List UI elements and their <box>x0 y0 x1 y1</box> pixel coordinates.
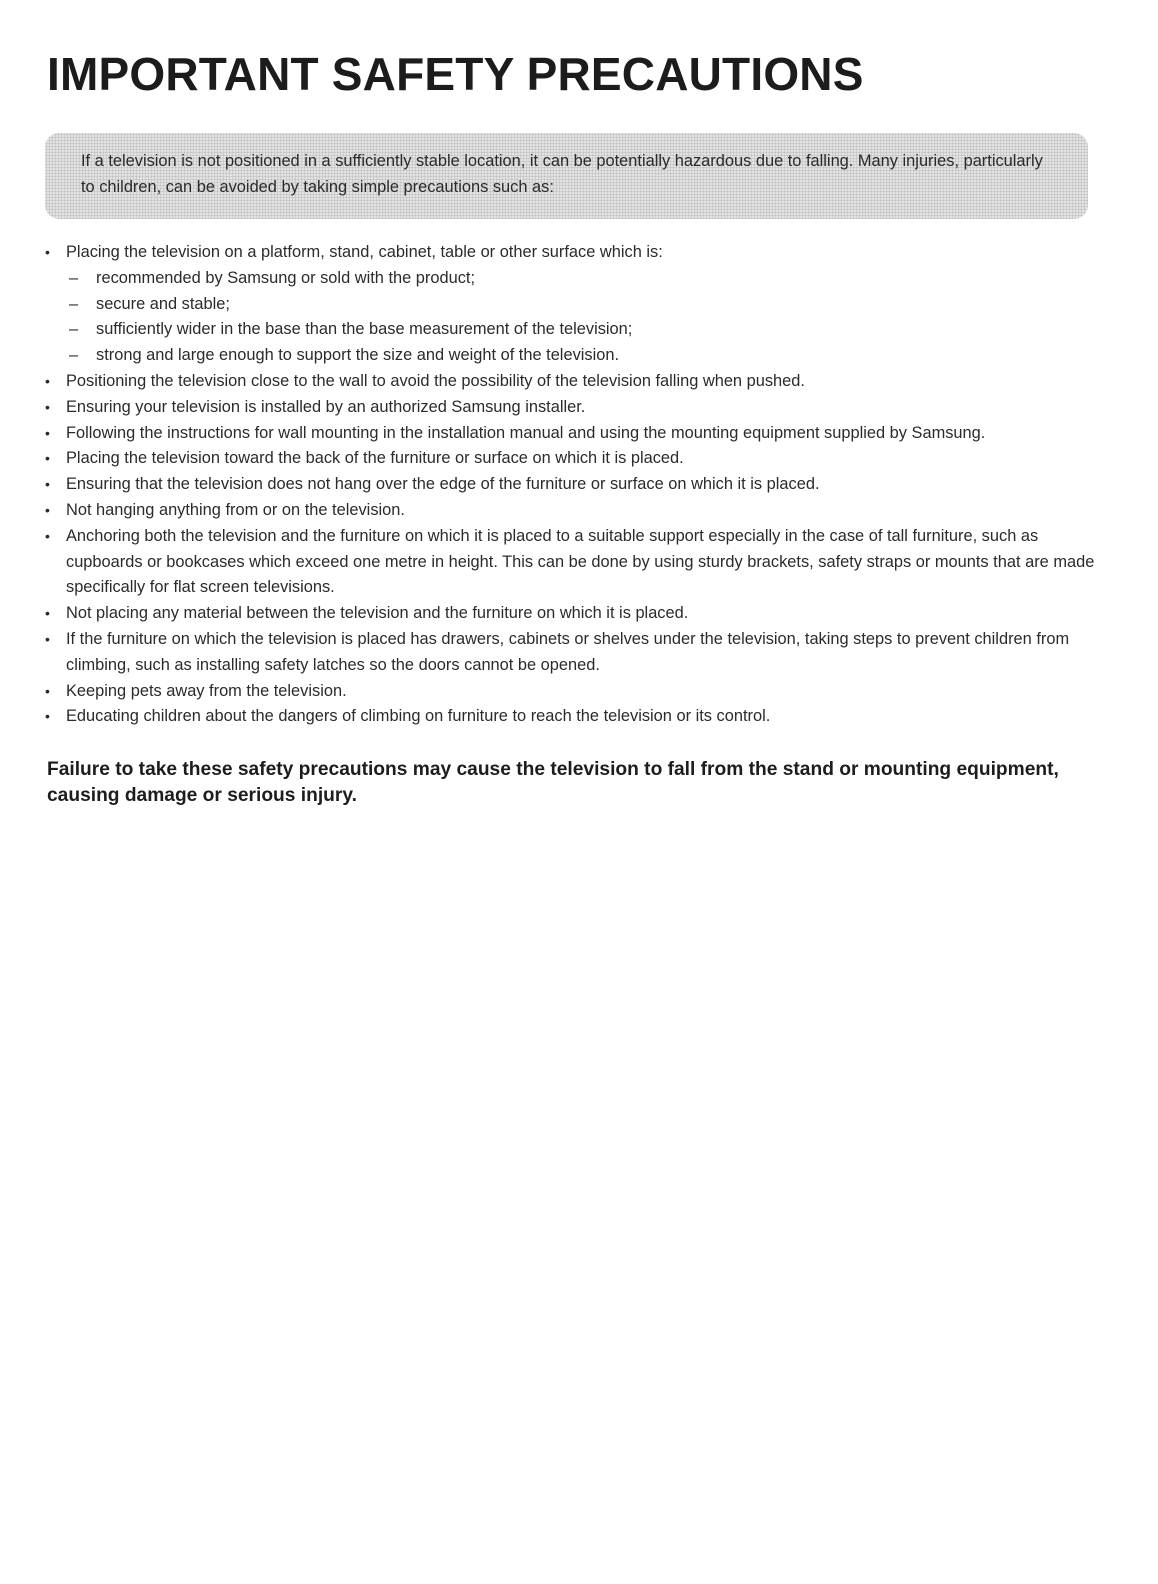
list-item-text: Not hanging anything from or on the television. <box>66 500 405 519</box>
warning-statement: Failure to take these safety precautions may cause the television to fall from the stand or mounting equipment, causing damage or serious injury. <box>47 759 1059 806</box>
intro-text: If a television is not positioned in a sufficiently stable location, it can be potentially hazardous due to falling. Many injuries, particularly to children, can be avoided by taking simple precautions such as: <box>81 152 1043 196</box>
bullet-icon: • <box>45 476 50 493</box>
list-item <box>45 627 1095 679</box>
list-item <box>45 240 1095 369</box>
precautions-list <box>45 240 1095 730</box>
dash-icon: – <box>69 268 79 287</box>
list-item-text: Educating children about the dangers of climbing on furniture to reach the television or its control. <box>66 707 771 726</box>
bullet-icon: • <box>45 708 50 725</box>
list-item-text: Ensuring your television is installed by an authorized Samsung installer. <box>66 397 586 416</box>
bullet-icon: • <box>45 527 50 544</box>
list-item <box>45 704 1095 730</box>
bullet-icon: • <box>45 398 50 415</box>
list-item <box>45 679 1095 705</box>
dash-icon: – <box>69 294 79 313</box>
list-item-text: Ensuring that the television does not hang over the edge of the furniture or surface on which it is placed. <box>66 475 820 494</box>
sublist-item <box>66 317 1095 343</box>
list-item <box>45 524 1095 601</box>
list-item <box>45 369 1095 395</box>
list-item-text: Placing the television on a platform, stand, cabinet, table or other surface which is: <box>66 243 663 261</box>
bullet-icon: • <box>45 682 50 699</box>
list-item <box>45 601 1095 627</box>
bullet-icon: • <box>45 372 50 389</box>
bullet-icon: • <box>45 450 50 467</box>
sublist-item-text: sufficiently wider in the base than the base measurement of the television; <box>96 320 633 339</box>
list-item <box>45 395 1095 421</box>
dash-icon: – <box>69 346 79 365</box>
page-title: IMPORTANT SAFETY PRECAUTIONS <box>47 48 864 100</box>
surface-requirements-sublist <box>66 266 1095 369</box>
list-item-text: Not placing any material between the television and the furniture on which it is placed. <box>66 604 689 623</box>
bullet-icon: • <box>45 630 50 647</box>
intro-callout-box <box>45 133 1088 219</box>
list-item <box>45 421 1095 447</box>
list-item-text: If the furniture on which the television is placed has drawers, cabinets or shelves under the television, taking steps to prevent children from climbing, such as installing safety latches so the doors cannot be opened. <box>66 629 1070 674</box>
list-item <box>45 498 1095 524</box>
sublist-item-text: strong and large enough to support the size and weight of the television. <box>96 346 620 365</box>
list-item-text: Positioning the television close to the wall to avoid the possibility of the television falling when pushed. <box>66 371 805 390</box>
bullet-icon: • <box>45 424 50 441</box>
list-item-text: Placing the television toward the back of the furniture or surface on which it is placed. <box>66 449 684 468</box>
bullet-icon: • <box>45 244 50 260</box>
sublist-item <box>66 343 1095 369</box>
sublist-item <box>66 266 1095 292</box>
sublist-item-text: secure and stable; <box>96 294 230 313</box>
list-item <box>45 472 1095 498</box>
sublist-item <box>66 292 1095 318</box>
dash-icon: – <box>69 320 79 339</box>
list-item-text: Anchoring both the television and the furniture on which it is placed to a suitable support especially in the case of tall furniture, such as cupboards or bookcases which exceed one metre in height. This can be done by using sturdy brackets, safety straps or mounts that are made specifically for flat screen televisions. <box>66 526 1095 597</box>
bullet-icon: • <box>45 605 50 622</box>
sublist-item-text: recommended by Samsung or sold with the product; <box>96 268 476 287</box>
list-item <box>45 446 1095 472</box>
bullet-icon: • <box>45 501 50 518</box>
list-item-text: Following the instructions for wall mounting in the installation manual and using the mounting equipment supplied by Samsung. <box>66 423 986 442</box>
list-item-text: Keeping pets away from the television. <box>66 681 347 700</box>
